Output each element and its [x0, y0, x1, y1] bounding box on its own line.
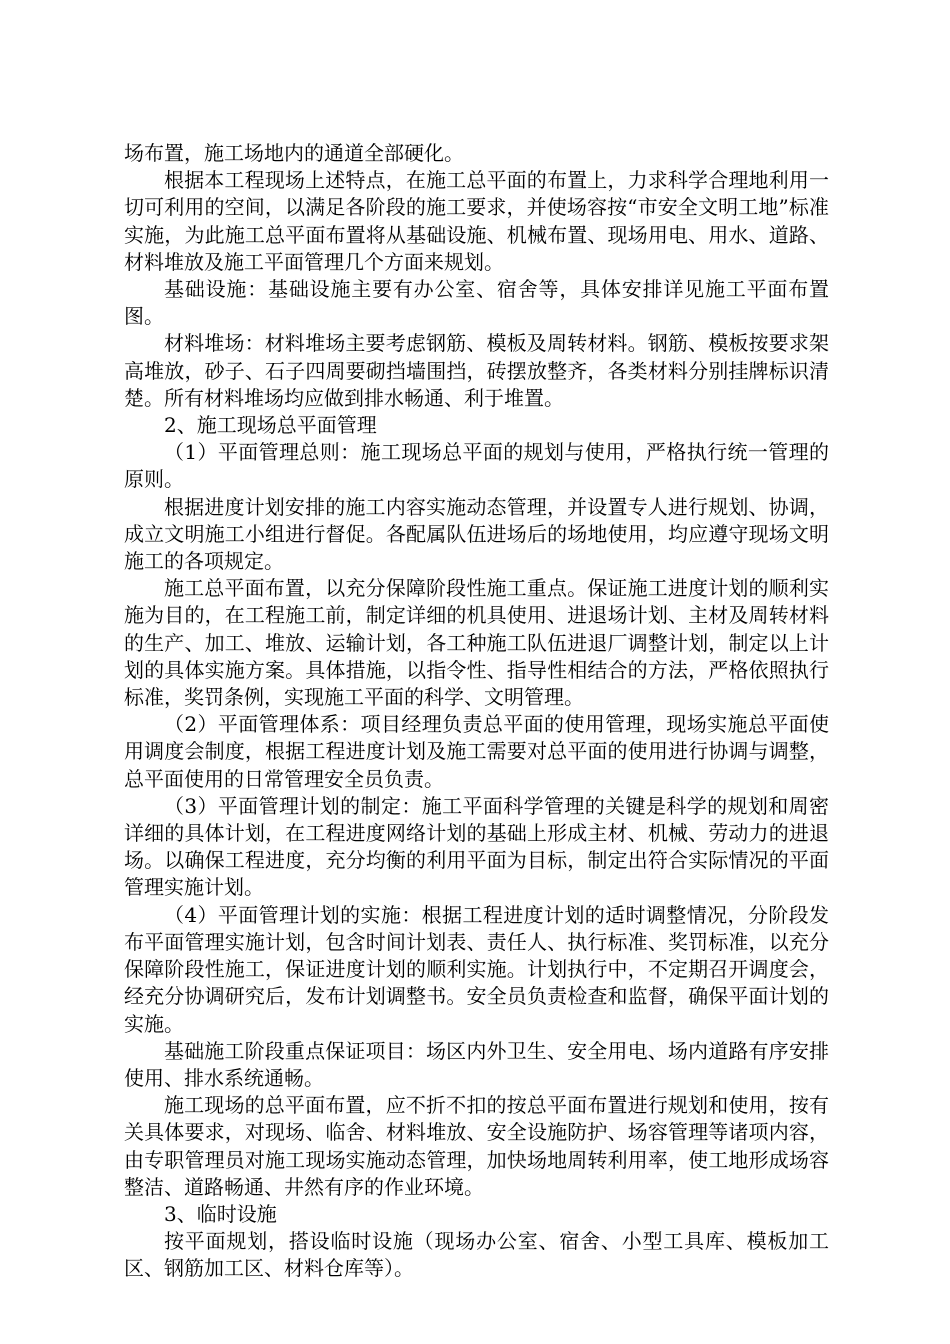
paragraph: （1）平面管理总则：施工现场总平面的规划与使用，严格执行统一管理的原则。: [124, 440, 829, 492]
paragraph: 材料堆场：材料堆场主要考虑钢筋、模板及周转材料。钢筋、模板按要求架高堆放，砂子、石子四周要砌挡墙围挡，砖摆放整齐，各类材料分别挂牌标识清楚。所有材料堆场均应做到排水畅通、利于堆置。: [124, 331, 829, 410]
document-body: [124, 140, 829, 1283]
paragraph: （3）平面管理计划的制定：施工平面科学管理的关键是科学的规划和周密详细的具体计划，在工程进度网络计划的基础上形成主材、机械、劳动力的进退场。以确保工程进度，充分均衡的利用平面为目标，制定出符合实际情况的平面管理实施计划。: [124, 793, 829, 900]
paragraph: 场布置，施工场地内的通道全部硬化。: [124, 141, 464, 165]
paragraph: 施工现场的总平面布置，应不折不扣的按总平面布置进行规划和使用，按有关具体要求，对现场、临舍、材料堆放、安全设施防护、场容管理等诸项内容，由专职管理员对施工现场实施动态管理，加快场地周转利用率，使工地形成场容整洁、道路畅通、井然有序的作业环境。: [124, 1093, 829, 1199]
paragraph: 施工总平面布置，以充分保障阶段性施工重点。保证施工进度计划的顺利实施为目的，在工程施工前，制定详细的机具使用、进退场计划、主材及周转材料的生产、加工、堆放、运输计划，各工种施工队伍进退厂调整计划，制定以上计划的具体实施方案。具体措施，以指令性、指导性相结合的方法，严格依照执行标准，奖罚条例，实现施工平面的科学、文明管理。: [124, 576, 829, 710]
paragraph: 根据进度计划安排的施工内容实施动态管理，并设置专人进行规划、协调，成立文明施工小组进行督促。各配属队伍进场后的场地使用，均应遵守现场文明施工的各项规定。: [124, 494, 829, 574]
paragraph: （4）平面管理计划的实施：根据工程进度计划的适时调整情况，分阶段发布平面管理实施计划，包含时间计划表、责任人、执行标准、奖罚标准，以充分保障阶段性施工，保证进度计划的顺利实施。计划执行中，不定期召开调度会，经充分协调研究后，发布计划调整书。安全员负责检查和监督，确保平面计划的实施。: [124, 902, 829, 1036]
paragraph: （2）平面管理体系：项目经理负责总平面的使用管理，现场实施总平面使用调度会制度，根据工程进度计划及施工需要对总平面的使用进行协调与调整，总平面使用的日常管理安全员负责。: [124, 712, 829, 791]
paragraph: 根据本工程现场上述特点，在施工总平面的布置上，力求科学合理地利用一切可利用的空间，以满足各阶段的施工要求，并使场容按“市安全文明工地”标准实施，为此施工总平面布置将从基础设施、机械布置、现场用电、用水、道路、材料堆放及施工平面管理几个方面来规划。: [124, 168, 829, 274]
section-heading: 3、临时设施: [164, 1201, 277, 1226]
section-heading: 2、施工现场总平面管理: [164, 413, 377, 438]
paragraph: 基础施工阶段重点保证项目：场区内外卫生、安全用电、场内道路有序安排使用、排水系统通畅。: [124, 1038, 829, 1090]
paragraph: 基础设施：基础设施主要有办公室、宿舍等，具体安排详见施工平面布置图。: [124, 277, 829, 329]
paragraph: 按平面规划，搭设临时设施（现场办公室、宿舍、小型工具库、模板加工区、钢筋加工区、材料仓库等）。: [124, 1229, 829, 1281]
